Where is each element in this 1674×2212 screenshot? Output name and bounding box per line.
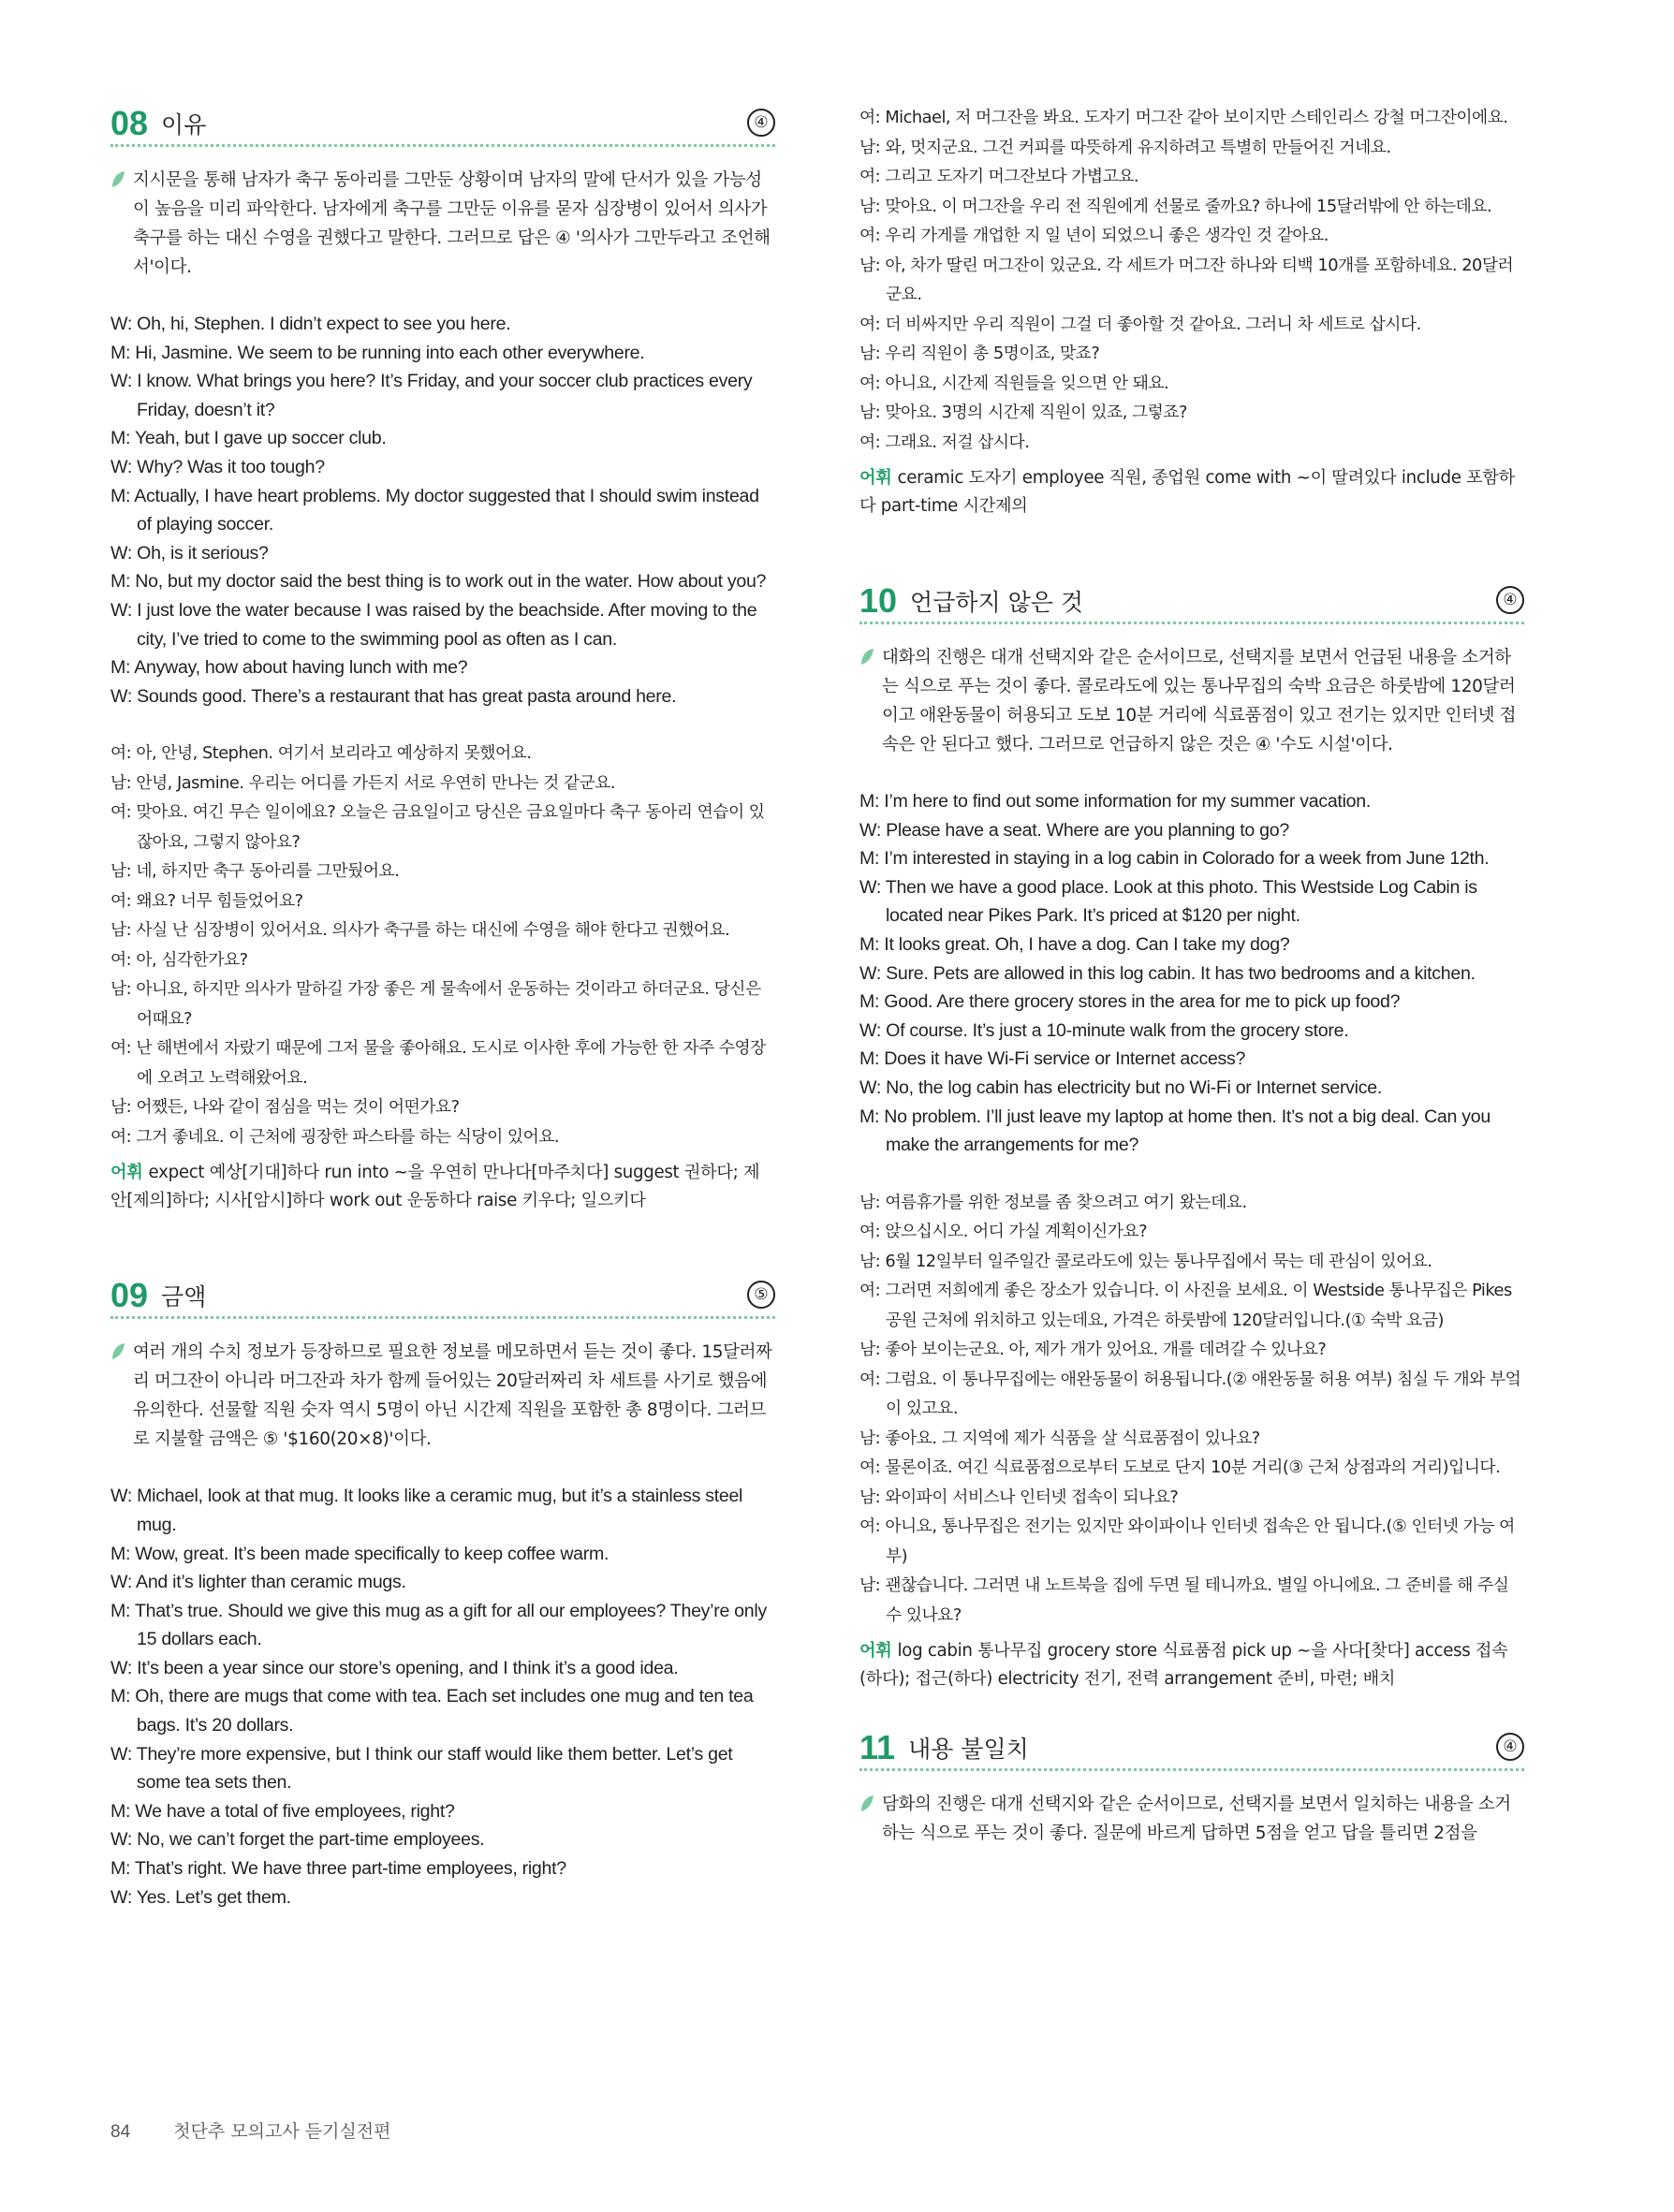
dialogue-line: M: No, but my doctor said the best thing is to work out in the water. How about you? [110, 571, 767, 593]
explanation [110, 1338, 775, 1454]
dialogue [110, 310, 775, 710]
dialogue-line: M: That’s true. Should we give this mug as a gift for all our employees? They’re only 15 dollars each. [110, 1600, 767, 1650]
section-08-header [110, 103, 775, 147]
vocabulary [110, 1159, 775, 1215]
answer-badge: ④ [1496, 586, 1524, 614]
dialogue-line: M: That’s right. We have three part-time employees, right? [110, 1858, 566, 1880]
dialogue-line: W: Oh, hi, Stephen. I didn’t expect to see you here. [110, 314, 511, 334]
page-footer [110, 2117, 391, 2143]
dialogue-line: W: Michael, look at that mug. It looks like a ceramic mug, but it’s a stainless steel mug. [110, 1486, 743, 1535]
vocab-text: expect 예상[기대]하다 run into ~을 우연히 만나다[마주치다] suggest 권하다; 제안[제의]하다; 시사[암시]하다 work out 운동하다 raise 키우다; 일으키다 [110, 1163, 760, 1211]
translation-line: 남: 맞아요. 3명의 시간제 직원이 있죠, 그렇죠? [859, 403, 1187, 422]
vocab-tag: 어휘 [110, 1163, 143, 1183]
translation-line: 여: 그리고 도자기 머그잔보다 가볍고요. [859, 167, 1139, 186]
translation-line: 여: 왜요? 너무 힘들었어요? [110, 890, 303, 911]
section-09-header [110, 1275, 775, 1319]
dialogue-line: M: Hi, Jasmine. We seem to be running into each other everywhere. [110, 342, 645, 363]
dialogue-line: W: I know. What brings you here? It’s Friday, and your soccer club practices every Friday, doesn’t it? [110, 371, 753, 420]
dialogue-line: M: Actually, I have heart problems. My doctor suggested that I should swim instead of playing soccer. [110, 485, 759, 535]
translation-line: 여: 그럼요. 이 통나무집에는 애완동물이 허용됩니다.(② 애완동물 허용 여부) 침실 두 개와 부엌이 있고요. [859, 1369, 1521, 1419]
dialogue-line: M: I’m interested in staying in a log cabin in Colorado for a week from June 12th. [859, 848, 1490, 870]
explanation [859, 643, 1524, 759]
dialogue-line: W: Yes. Let’s get them. [110, 1886, 291, 1908]
translation-line: 남: 괜찮습니다. 그러면 내 노트북을 집에 두면 될 테니까요. 별일 아니에요. 그 준비를 해 주실 수 있나요? [859, 1575, 1509, 1625]
dialogue-line: W: Oh, is it serious? [110, 542, 269, 564]
translation-line: 여: 더 비싸지만 우리 직원이 그걸 더 좋아할 것 같아요. 그러니 차 세트로 삽시다. [859, 314, 1421, 334]
translation-line: 남: 우리 직원이 총 5명이죠, 맞죠? [859, 344, 1100, 363]
dialogue-line: W: No, the log cabin has electricity but no Wi-Fi or Internet service. [859, 1077, 1382, 1098]
leaf-icon [859, 648, 874, 667]
left-column [110, 103, 775, 1912]
section-number: 08 [110, 104, 149, 142]
translation-line: 남: 와이파이 서비스나 인터넷 접속이 되나요? [859, 1487, 1179, 1507]
leaf-icon [859, 1795, 874, 1813]
translation-line: 남: 네, 하지만 축구 동아리를 그만뒀어요. [110, 861, 400, 882]
translation-line: 여: 아, 심각한가요? [110, 949, 248, 970]
translation-line: 남: 좋아 보이는군요. 아, 제가 개가 있어요. 개를 데려갈 수 있나요? [859, 1340, 1327, 1360]
dialogue-line: M: Good. Are there grocery stores in the area for me to pick up food? [859, 991, 1401, 1013]
translation-line: 여: 물론이죠. 여긴 식료품점으로부터 도보로 단지 10분 거리(③ 근처 상점과의 거리)입니다. [859, 1458, 1501, 1478]
section-title: 언급하지 않은 것 [910, 589, 1083, 616]
section-title: 내용 불일치 [908, 1736, 1029, 1764]
korean-translation [110, 739, 775, 1151]
section-number: 09 [110, 1276, 149, 1315]
dialogue-line: M: Wow, great. It’s been made specifically to keep coffee warm. [110, 1543, 609, 1564]
translation-line: 남: 6월 12일부터 일주일간 콜로라도에 있는 통나무집에서 묵는 데 관심이 있어요. [859, 1251, 1432, 1271]
dialogue-line: M: I’m here to find out some information for my summer vacation. [859, 791, 1371, 812]
dialogue-line: M: Anyway, how about having lunch with me? [110, 657, 468, 679]
section-title: 이유 [161, 111, 207, 139]
dialogue-line: M: Does it have Wi-Fi service or Internet access? [859, 1048, 1246, 1070]
answer-badge: ④ [747, 109, 775, 137]
translation-line: 여: 아니요, 통나무집은 전기는 있지만 와이파이나 인터넷 접속은 안 됩니다.(⑤ 인터넷 가능 여부) [859, 1516, 1515, 1566]
vocabulary [859, 1637, 1524, 1693]
translation-line: 남: 여름휴가를 위한 정보를 좀 찾으려고 여기 왔는데요. [859, 1192, 1247, 1212]
leaf-icon [110, 1342, 125, 1361]
translation-line: 남: 아, 차가 딸린 머그잔이 있군요. 각 세트가 머그잔 하나와 티백 10개를 포함하네요. 20달러군요. [859, 255, 1514, 304]
explanation [859, 1790, 1524, 1848]
dialogue-line: W: Sounds good. There’s a restaurant that has great pasta around here. [110, 685, 677, 707]
dialogue-line: W: Then we have a good place. Look at this photo. This Westside Log Cabin is located near Pikes Park. It’s priced at $120 per night. [859, 876, 1477, 927]
translation-line: 여: 그러면 저희에게 좋은 장소가 있습니다. 이 사진을 보세요. 이 Westside 통나무집은 Pikes 공원 근처에 위치하고 있는데요, 가격은 하룻밤에 120달러입니다.(① 숙박 요금) [859, 1281, 1512, 1330]
explanation [110, 166, 775, 282]
section-number: 10 [859, 581, 898, 620]
dialogue-line: M: Yeah, but I gave up soccer club. [110, 428, 387, 449]
section-title: 금액 [161, 1283, 207, 1311]
vocabulary [859, 464, 1524, 520]
vocab-text: ceramic 도자기 employee 직원, 종업원 come with ~이 딸려있다 include 포함하다 part-time 시간제의 [859, 468, 1515, 516]
translation-line: 남: 아니요, 하지만 의사가 말하길 가장 좋은 게 물속에서 운동하는 것이라고 하더군요. 당신은 어때요? [110, 979, 761, 1029]
book-title: 첫단추 모의고사 듣기실전편 [173, 2121, 391, 2142]
translation-line: 여: 앉으십시오. 어디 가실 계획이신가요? [859, 1222, 1148, 1242]
korean-translation [859, 1188, 1524, 1631]
section-10-header [859, 580, 1524, 624]
dialogue-line: W: Why? Was it too tough? [110, 456, 325, 477]
translation-line: 여: 난 해변에서 자랐기 때문에 그저 물을 좋아해요. 도시로 이사한 후에 가능한 한 자주 수영장에 오려고 노력해왔어요. [110, 1038, 766, 1088]
dialogue-line: W: And it’s lighter than ceramic mugs. [110, 1572, 406, 1593]
dialogue-line: W: It’s been a year since our store’s opening, and I think it’s a good idea. [110, 1657, 679, 1678]
dialogue-line: M: Oh, there are mugs that come with tea. Each set includes one mug and ten tea bags. It’s 20 dollars. [110, 1686, 754, 1736]
dialogue [859, 787, 1524, 1160]
translation-line: 여: 그거 좋네요. 이 근처에 굉장한 파스타를 하는 식당이 있어요. [110, 1126, 560, 1147]
translation-line: 여: 아, 안녕, Stephen. 여기서 보리라고 예상하지 못했어요. [110, 743, 532, 764]
translation-line: 남: 어쨌든, 나와 같이 점심을 먹는 것이 어떤가요? [110, 1097, 460, 1118]
page-number: 84 [110, 2122, 131, 2142]
translation-line: 남: 안녕, Jasmine. 우리는 어디를 가든지 서로 우연히 만나는 것 같군요. [110, 772, 616, 793]
explanation-text: 지시문을 통해 남자가 축구 동아리를 그만둔 상황이며 남자의 말에 단서가 있을 가능성이 높음을 미리 파악한다. 남자에게 축구를 그만둔 이유를 묻자 심장병이 있어서 의사가 축구를 하는 대신 수영을 권했다고 말한다. 그러므로 답은 ④ '의사가 그만두라고 조언해서'이다. [133, 170, 771, 277]
dialogue-line: W: Of course. It’s just a 10-minute walk from the grocery store. [859, 1019, 1349, 1041]
translation-line: 남: 맞아요. 이 머그잔을 우리 전 직원에게 선물로 줄까요? 하나에 15달러밖에 안 하는데요. [859, 196, 1492, 216]
right-column [859, 103, 1524, 1848]
vocab-tag: 어휘 [859, 1641, 892, 1662]
dialogue-line: W: Sure. Pets are allowed in this log cabin. It has two bedrooms and a kitchen. [859, 962, 1476, 984]
translation-line: 여: 맞아요. 여긴 무슨 일이에요? 오늘은 금요일이고 당신은 금요일마다 축구 동아리 연습이 있잖아요, 그렇지 않아요? [110, 802, 765, 852]
answer-badge: ⑤ [747, 1281, 775, 1309]
dialogue-line: M: We have a total of five employees, right? [110, 1800, 455, 1822]
dialogue-line: M: It looks great. Oh, I have a dog. Can I take my dog? [859, 933, 1290, 955]
leaf-icon [110, 170, 125, 189]
explanation-text: 담화의 진행은 대개 선택지와 같은 순서이므로, 선택지를 보면서 일치하는 내용을 소거하는 식으로 푸는 것이 좋다. 질문에 바르게 답하면 5점을 얻고 답을 틀리면 2점을 [882, 1795, 1511, 1844]
translation-line: 여: 우리 가게를 개업한 지 일 년이 되었으니 좋은 생각인 것 같아요. [859, 226, 1329, 245]
answer-badge: ④ [1496, 1733, 1524, 1761]
dialogue-line: M: No problem. I’ll just leave my laptop at home then. It’s not a big deal. Can you make the arrangements for me? [859, 1106, 1490, 1156]
translation-line: 남: 사실 난 심장병이 있어서요. 의사가 축구를 하는 대신에 수영을 해야 한다고 권했어요. [110, 920, 730, 941]
dialogue-line: W: I just love the water because I was raised by the beachside. After moving to the city, I’ve tried to come to the swimming pool as often as I can. [110, 599, 757, 650]
dialogue [110, 1482, 775, 1912]
section-number: 11 [859, 1728, 896, 1767]
dialogue-line: W: Please have a seat. Where are you planning to go? [859, 819, 1289, 841]
translation-line: 여: Michael, 저 머그잔을 봐요. 도자기 머그잔 같아 보이지만 스테인리스 강철 머그잔이에요. [859, 108, 1508, 127]
explanation-text: 대화의 진행은 대개 선택지와 같은 순서이므로, 선택지를 보면서 언급된 내용을 소거하는 식으로 푸는 것이 좋다. 콜로라도에 있는 통나무집의 숙박 요금은 하룻밤에 120달러이고 애완동물이 허용되고 도보 10분 거리에 식료품점이 있고 전기는 있지만 인터넷 접속은 안 된다고 했다. 그러므로 언급하지 않은 것은 ④ '수도 시설'이다. [882, 648, 1517, 754]
vocab-tag: 어휘 [859, 468, 892, 488]
translation-line: 남: 좋아요. 그 지역에 제가 식품을 살 식료품점이 있나요? [859, 1428, 1260, 1448]
translation-line: 남: 와, 멋지군요. 그건 커피를 따뜻하게 유지하려고 특별히 만들어진 거네요. [859, 137, 1391, 157]
translation-line: 여: 아니요, 시간제 직원들을 잊으면 안 돼요. [859, 373, 1169, 393]
korean-translation [859, 103, 1524, 457]
dialogue-line: W: They’re more expensive, but I think our staff would like them better. Let’s get some tea sets then. [110, 1743, 733, 1794]
translation-line: 여: 그래요. 저걸 삽시다. [859, 432, 1030, 452]
dialogue-line: W: No, we can’t forget the part-time employees. [110, 1829, 485, 1851]
explanation-text: 여러 개의 수치 정보가 등장하므로 필요한 정보를 메모하면서 듣는 것이 좋다. 15달러짜리 머그잔이 아니라 머그잔과 차가 함께 들어있는 20달러짜리 차 세트를 사기로 했음에 유의한다. 선물할 직원 숫자 역시 5명이 아닌 시간제 직원을 포함한 총 8명이다. 그러므로 지불할 금액은 ⑤ '$160(20×8)'이다. [133, 1342, 772, 1450]
vocab-text: log cabin 통나무집 grocery store 식료품점 pick up ~을 사다[찾다] access 접속(하다); 접근(하다) electricity 전기, 전력 arrangement 준비, 마련; 배치 [859, 1641, 1508, 1690]
section-11-header [859, 1727, 1524, 1771]
